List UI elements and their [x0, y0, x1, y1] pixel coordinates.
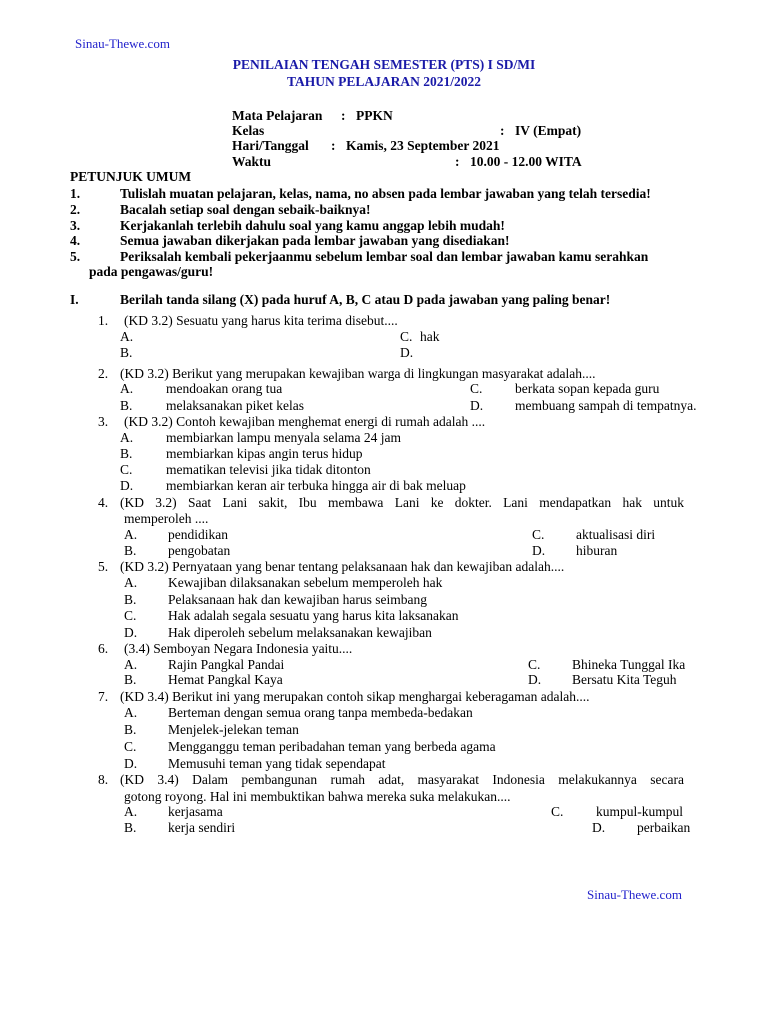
option-text: Mengganggu teman peribadahan teman yang berbeda agama [168, 739, 496, 754]
instruction-text: Kerjakanlah terlebih dahulu soal yang kamu anggap lebih mudah! [120, 218, 505, 233]
option-text: mematikan televisi jika tidak ditonton [166, 462, 371, 477]
instruction-number: 2. [70, 202, 81, 217]
option-text: membiarkan keran air terbuka hingga air di bak meluap [166, 478, 466, 493]
instruction-text: Bacalah setiap soal dengan sebaik-baiknya! [120, 202, 371, 217]
date-value: Kamis, 23 September 2021 [346, 138, 500, 153]
section-number: I. [70, 292, 79, 307]
option-text: membiarkan kipas angin terus hidup [166, 446, 363, 461]
option-letter: A. [124, 705, 138, 720]
option-letter: B. [120, 446, 133, 461]
option-letter: C. [528, 657, 541, 672]
option-text: Bersatu Kita Teguh [572, 672, 677, 687]
option-text: Berteman dengan semua orang tanpa membeda-bedakan [168, 705, 473, 720]
option-letter: D. [532, 543, 546, 558]
option-letter: B. [120, 398, 133, 413]
class-value: IV (Empat) [515, 123, 582, 138]
question-number: 3. [98, 414, 109, 429]
question-number: 5. [98, 559, 109, 574]
option-text: membiarkan lampu menyala selama 24 jam [166, 430, 402, 445]
exam-year: TAHUN PELAJARAN 2021/2022 [286, 74, 481, 89]
option-letter: B. [124, 820, 137, 835]
option-text: pengobatan [168, 543, 231, 558]
subject-label: Mata Pelajaran [232, 108, 323, 123]
question-text: (KD 3.4) Dalam pembangunan rumah adat, masyarakat Indonesia melakukannya secara [120, 772, 684, 787]
option-letter: D. [400, 345, 414, 360]
question-text-continued: memperoleh .... [124, 511, 209, 526]
instruction-number: 1. [70, 186, 81, 201]
option-letter: B. [124, 592, 137, 607]
site-link-bottom[interactable]: Sinau-Thewe.com [587, 887, 682, 902]
time-label: Waktu [232, 154, 272, 169]
option-letter: C. [124, 608, 137, 623]
option-text: Pelaksanaan hak dan kewajiban harus seimbang [168, 592, 428, 607]
option-text: berkata sopan kepada guru [515, 381, 660, 396]
option-letter: A. [120, 430, 134, 445]
option-letter: B. [124, 722, 137, 737]
option-letter: D. [528, 672, 542, 687]
option-text: Hak adalah segala sesuatu yang harus kita laksanakan [168, 608, 459, 623]
option-letter: C. [551, 804, 564, 819]
option-text: Hak diperoleh sebelum melaksanakan kewajiban [168, 625, 432, 640]
time-value: 10.00 - 12.00 WITA [470, 154, 582, 169]
option-text: melaksanakan piket kelas [166, 398, 304, 413]
option-letter: D. [592, 820, 606, 835]
option-text: kerjasama [168, 804, 223, 819]
option-letter: A. [124, 575, 138, 590]
question-text: (KD 3.2) Contoh kewajiban menghemat energi di rumah adalah .... [124, 414, 486, 429]
date-label: Hari/Tanggal [232, 138, 309, 153]
instruction-text: Semua jawaban dikerjakan pada lembar jawaban yang disediakan! [120, 233, 510, 248]
section-instruction: Berilah tanda silang (X) pada huruf A, B, C atau D pada jawaban yang paling benar! [120, 292, 611, 307]
option-letter: A. [124, 804, 138, 819]
date-colon: : [331, 138, 336, 153]
option-text: Kewajiban dilaksanakan sebelum memperoleh hak [168, 575, 443, 590]
question-text: (3.4) Semboyan Negara Indonesia yaitu.... [124, 641, 353, 656]
question-number: 8. [98, 772, 109, 787]
option-letter: C. [470, 381, 483, 396]
exam-title: PENILAIAN TENGAH SEMESTER (PTS) I SD/MI [232, 57, 536, 72]
option-text: aktualisasi diri [576, 527, 656, 542]
option-letter: D. [120, 478, 134, 493]
option-letter: A. [120, 381, 134, 396]
option-text: Memusuhi teman yang tidak sependapat [168, 756, 386, 771]
option-letter: C. [532, 527, 545, 542]
question-number: 6. [98, 641, 109, 656]
option-text: membuang sampah di tempatnya. [515, 398, 697, 413]
option-text: kerja sendiri [168, 820, 236, 835]
option-letter: A. [124, 527, 138, 542]
option-text: mendoakan orang tua [166, 381, 283, 396]
option-letter: D. [124, 625, 138, 640]
question-number: 7. [98, 689, 109, 704]
question-number: 2. [98, 366, 109, 381]
option-letter: D. [470, 398, 484, 413]
class-colon: : [500, 123, 505, 138]
option-letter: C. [400, 329, 413, 344]
option-letter: A. [120, 329, 134, 344]
option-text: hiburan [576, 543, 618, 558]
instruction-text-continued: pada pengawas/guru! [89, 264, 214, 279]
question-text: (KD 3.2) Pernyataan yang benar tentang pelaksanaan hak dan kewajiban adalah.... [120, 559, 565, 574]
instruction-text: Periksalah kembali pekerjaanmu sebelum lembar soal dan lembar jawaban kamu serahkan [120, 249, 649, 264]
instructions-heading: PETUNJUK UMUM [70, 169, 192, 184]
instruction-text: Tulislah muatan pelajaran, kelas, nama, no absen pada lembar jawaban yang telah tersedia! [120, 186, 651, 201]
option-letter: D. [124, 756, 138, 771]
subject-value: PPKN [356, 108, 393, 123]
option-text: kumpul-kumpul [596, 804, 683, 819]
option-letter: B. [124, 672, 137, 687]
question-text: (KD 3.4) Berikut ini yang merupakan contoh sikap menghargai keberagaman adalah.... [120, 689, 590, 704]
question-text: (KD 3.2) Saat Lani sakit, Ibu membawa Lani ke dokter. Lani mendapatkan hak untuk [120, 495, 684, 510]
site-link-top[interactable]: Sinau-Thewe.com [75, 36, 170, 51]
question-text: (KD 3.2) Sesuatu yang harus kita terima disebut.... [124, 313, 398, 328]
option-text: pendidikan [168, 527, 228, 542]
question-text-continued: gotong royong. Hal ini membuktikan bahwa mereka suka melakukan.... [124, 789, 511, 804]
question-text: (KD 3.2) Berikut yang merupakan kewajiban warga di lingkungan masyarakat adalah.... [120, 366, 596, 381]
instruction-number: 5. [70, 249, 81, 264]
instruction-number: 3. [70, 218, 81, 233]
option-letter: B. [120, 345, 133, 360]
option-letter: C. [124, 739, 137, 754]
option-letter: A. [124, 657, 138, 672]
instruction-number: 4. [70, 233, 81, 248]
option-letter: C. [120, 462, 133, 477]
question-number: 4. [98, 495, 109, 510]
option-text: hak [420, 329, 440, 344]
class-label: Kelas [232, 123, 265, 138]
option-text: Bhineka Tunggal Ika [572, 657, 686, 672]
option-text: Menjelek-jelekan teman [168, 722, 299, 737]
option-text: Rajin Pangkal Pandai [168, 657, 285, 672]
time-colon: : [455, 154, 460, 169]
question-number: 1. [98, 313, 109, 328]
option-letter: B. [124, 543, 137, 558]
subject-colon: : [341, 108, 346, 123]
option-text: perbaikan [637, 820, 691, 835]
option-text: Hemat Pangkal Kaya [168, 672, 283, 687]
